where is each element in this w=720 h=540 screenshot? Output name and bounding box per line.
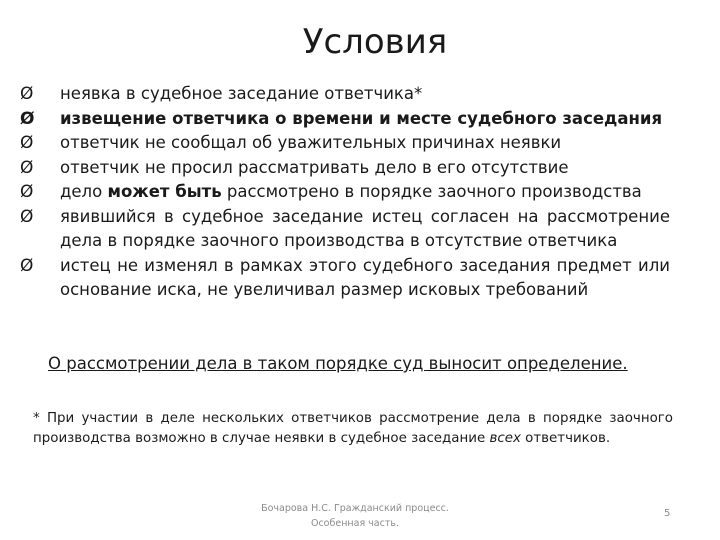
list-item <box>18 254 670 303</box>
footer-line: Бочарова Н.С. Гражданский процесс. <box>261 503 449 514</box>
list-item-bold-text: может быть <box>107 182 222 201</box>
list-item-text: извещение ответчика о времени и месте судебного заседания <box>60 108 663 128</box>
list-item-text-before: дело <box>60 182 108 201</box>
footer-line: Особенная часть. <box>310 518 399 529</box>
list-item-text: неявка в судебное заседание ответчика* <box>60 84 423 103</box>
list-item <box>18 156 670 181</box>
arrow-bullet-icon: Ø <box>20 182 34 202</box>
footnote-text: * При участии в деле нескольких ответчиков рассмотрение дела в порядке заочного производства возможно в случае неявки в судебное заседание <box>33 411 673 446</box>
conditions-list <box>18 82 670 303</box>
arrow-bullet-icon: Ø <box>20 157 34 178</box>
arrow-bullet-icon: Ø <box>20 84 34 104</box>
footer-author <box>255 501 455 531</box>
list-item-text: истец не изменял в рамках этого судебного заседания предмет или основание иска, не увеличивал размер исковых требований <box>60 255 670 299</box>
list-item <box>18 205 670 254</box>
page-number: 5 <box>664 508 671 519</box>
list-item-text-after: рассмотрено в порядке заочного производства <box>221 182 642 201</box>
arrow-bullet-icon: Ø <box>20 133 34 153</box>
conclusion-text: О рассмотрении дела в таком порядке суд выносит определение. <box>48 354 628 373</box>
list-item <box>18 131 670 156</box>
list-item-text: ответчик не просил рассматривать дело в его отсутствие <box>60 157 569 177</box>
list-item-text: явившийся в судебное заседание истец согласен на рассмотрение дела в порядке заочного производства в отсутствие ответчика <box>60 206 670 250</box>
list-item <box>18 82 670 107</box>
list-item <box>18 107 670 132</box>
footnote-end-text: ответчиков. <box>520 431 611 446</box>
arrow-bullet-icon: Ø <box>20 206 34 227</box>
arrow-bullet-icon: Ø <box>20 108 35 129</box>
list-item-text: ответчик не сообщал об уважительных причинах неявки <box>60 133 562 152</box>
footnote-italic-text: всех <box>489 431 521 446</box>
arrow-bullet-icon: Ø <box>20 255 34 276</box>
slide-title: Условия <box>302 22 448 62</box>
list-item <box>18 180 670 205</box>
footnote <box>33 409 673 449</box>
